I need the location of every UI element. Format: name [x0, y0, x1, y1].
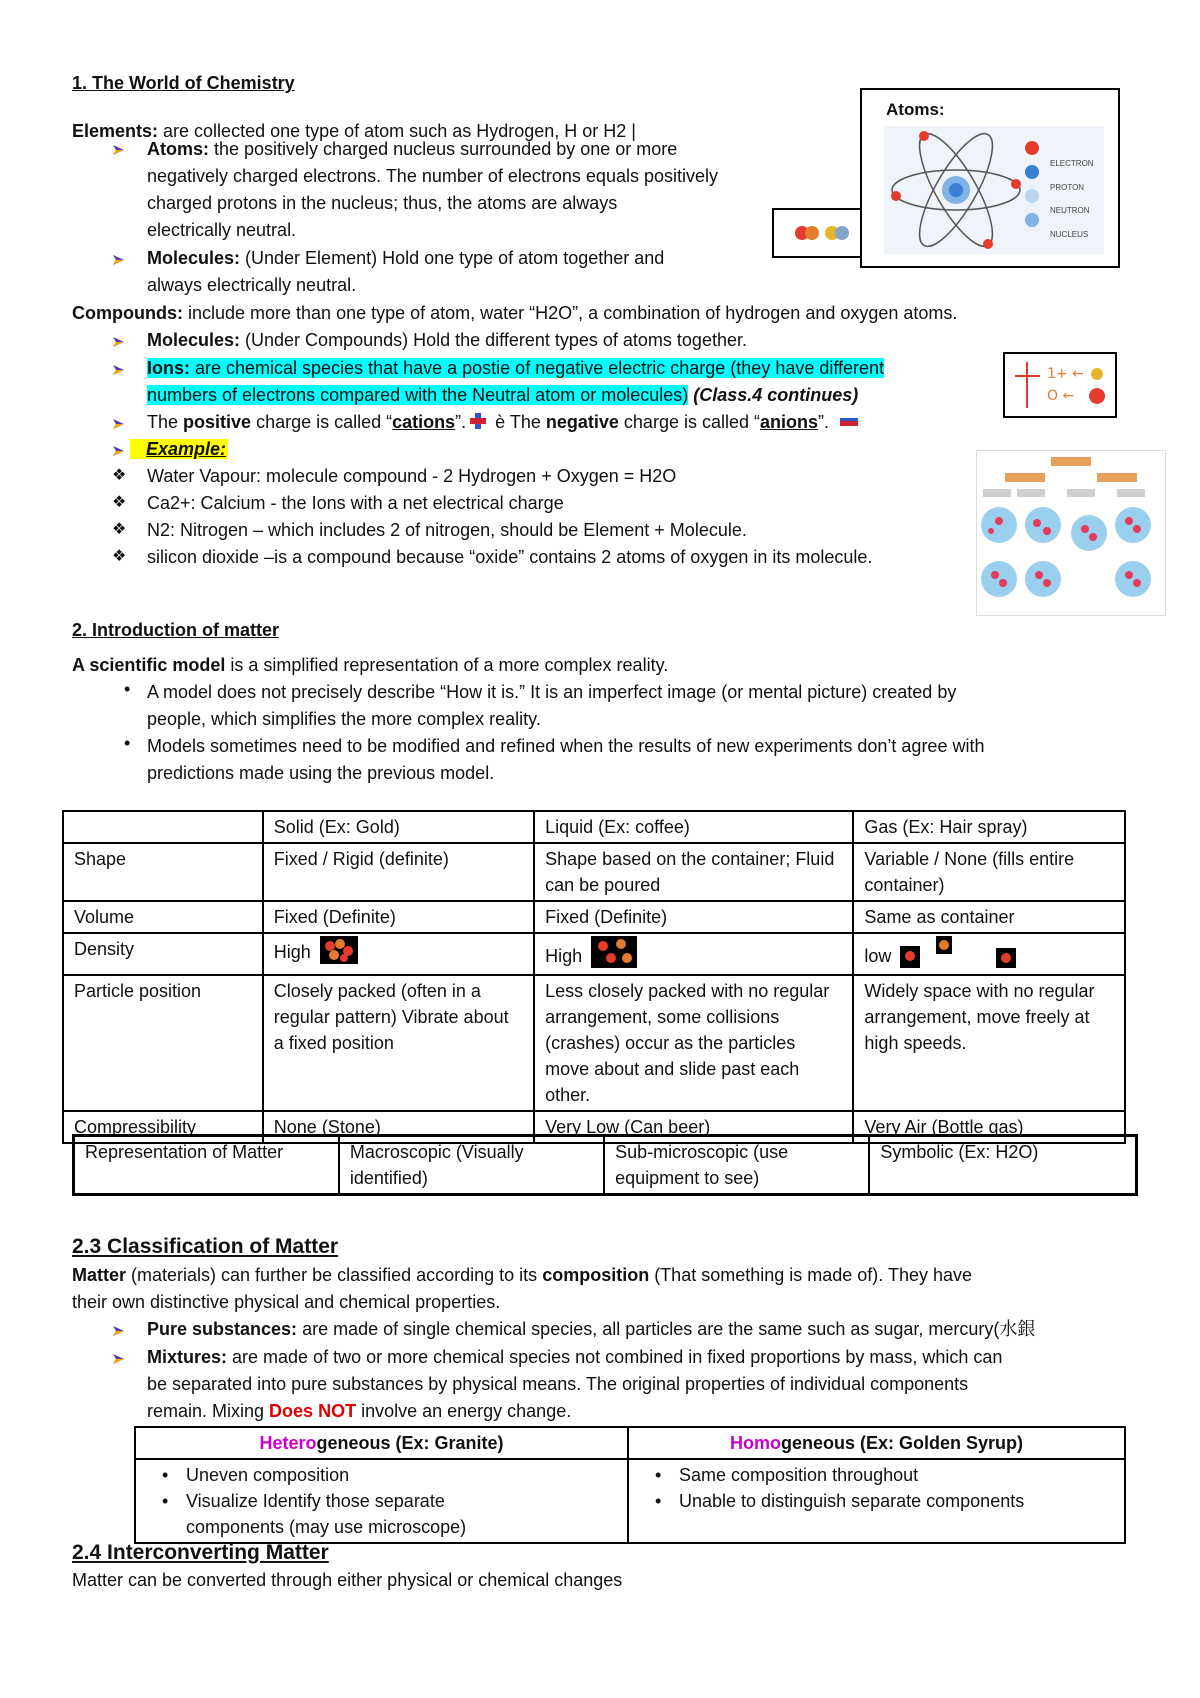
homogeneous-cell: • Same composition throughout • Unable to distinguish separate components: [628, 1459, 1125, 1543]
compounds-line: Compounds: include more than one type of atom, water “H2O”, a combination of hydrogen and oxygen atoms.: [72, 303, 958, 323]
table-cell: Same as container: [853, 901, 1125, 933]
legend-proton: PROTON: [1050, 182, 1085, 192]
atom-pair-image: [772, 208, 864, 258]
classification-line-2: their own distinctive physical and chemical properties.: [72, 1292, 501, 1312]
charge-line: The positive charge is called “cations”. è The negative charge is called “anions”.: [147, 409, 859, 435]
section-title-world-of-chemistry: 1. The World of Chemistry: [72, 73, 295, 93]
table-cell: Widely space with no regular arrangement, move freely at high speeds.: [853, 975, 1125, 1111]
table-row: [135, 1427, 1125, 1459]
atoms-line-4: electrically neutral.: [147, 220, 297, 240]
homogeneous-header: Homogeneous (Ex: Golden Syrup): [628, 1427, 1125, 1459]
table-cell: [853, 933, 1125, 975]
atoms-line-1: Atoms: the positively charged nucleus surrounded by one or more: [147, 139, 678, 159]
ions-line-2: numbers of electrons compared with the Neutral atom or molecules) (Class.4 continues): [147, 385, 859, 405]
table-cell: Very Air (Bottle gas): [853, 1111, 1125, 1143]
section-title-classification-of-matter: 2.3 Classification of Matter: [72, 1235, 339, 1258]
diamond-bullet-icon: ❖: [112, 548, 127, 565]
solid-particles-icon: [320, 936, 358, 964]
example-label: Example:: [130, 436, 228, 462]
heterogeneous-cell: • Uneven composition • Visualize Identify those separate components (may use microscope): [135, 1459, 628, 1543]
table-cell: Representation of Matter: [74, 1136, 339, 1195]
model-bullet-1-line-1: A model does not precisely describe “How it is.” It is an imperfect image (or mental picture) created by: [147, 682, 957, 702]
section-title-introduction-of-matter: 2. Introduction of matter: [72, 620, 279, 640]
heterogeneous-header: Heterogeneous (Ex: Granite): [135, 1427, 628, 1459]
bullet-arrow-icon: [112, 362, 128, 378]
table-row: [63, 843, 1125, 901]
table-cell: Macroscopic (Visually identified): [339, 1136, 604, 1195]
table-cell: Fixed / Rigid (definite): [263, 843, 534, 901]
table-row: [135, 1459, 1125, 1543]
pure-substances-line: Pure substances: are made of single chemical species, all particles are the same such as sugar, mercury(水銀: [147, 1319, 1036, 1339]
table-header-cell: Liquid (Ex: coffee): [534, 811, 853, 843]
example-4: silicon dioxide –is a compound because “oxide” contains 2 atoms of oxygen in its molecule.: [147, 547, 873, 567]
table-cell: Particle position: [63, 975, 263, 1111]
legend-neutron: NEUTRON: [1050, 206, 1090, 215]
list-item: Visualize Identify those separate: [186, 1491, 445, 1511]
gas-particles-icon: [900, 936, 1020, 968]
table-header-cell: [63, 811, 263, 843]
table-header-cell: Solid (Ex: Gold): [263, 811, 534, 843]
table-cell: Closely packed (often in a regular pattern) Vibrate about a fixed position: [263, 975, 534, 1111]
density-solid-value: High: [273, 942, 311, 962]
mixtures-line-3: remain. Mixing Does NOT involve an energy change.: [147, 1401, 572, 1421]
table-cell: [534, 933, 853, 975]
table-row: [63, 975, 1125, 1111]
bullet-arrow-icon: [112, 1351, 128, 1367]
mixtures-line-1: Mixtures: are made of two or more chemical species not combined in fixed proportions by mass, which can: [147, 1347, 1003, 1367]
bullet-arrow-icon: [112, 252, 128, 268]
bullet-arrow-icon: [112, 334, 128, 350]
bullet-arrow-icon: [112, 142, 128, 158]
plus-icon: [468, 411, 488, 431]
mixture-types-table: [134, 1426, 1126, 1544]
elements-line: Elements: are collected one type of atom such as Hydrogen, H or H2 |: [72, 121, 636, 141]
mixtures-line-2: be separated into pure substances by physical means. The original properties of individual components: [147, 1374, 969, 1394]
table-header-cell: Gas (Ex: Hair spray): [853, 811, 1125, 843]
table-cell: Volume: [63, 901, 263, 933]
diamond-bullet-icon: ❖: [112, 494, 127, 511]
list-item: Uneven composition: [186, 1465, 350, 1485]
table-cell: Very Low (Can beer): [534, 1111, 853, 1143]
atoms-diagram: [860, 88, 1120, 268]
table-row: [63, 901, 1125, 933]
table-cell: Fixed (Definite): [263, 901, 534, 933]
molecules-element-line-1: Molecules: (Under Element) Hold one type of atom together and: [147, 248, 665, 268]
minus-icon: [839, 414, 859, 430]
model-bullet-2-line-1: Models sometimes need to be modified and refined when the results of new experiments don’t agree with: [147, 736, 985, 756]
table-cell: Shape: [63, 843, 263, 901]
table-row: [74, 1136, 1137, 1195]
table-cell: Fixed (Definite): [534, 901, 853, 933]
bullet-arrow-icon: [112, 443, 128, 459]
atoms-line-3: charged protons in the nucleus; thus, the atoms are always: [147, 193, 618, 213]
table-cell: Less closely packed with no regular arrangement, some collisions (crashes) occur as the particles move about and slide past each other.: [534, 975, 853, 1111]
states-of-matter-table: [62, 810, 1126, 1144]
legend-nucleus: NUCLEUS: [1050, 229, 1089, 239]
bullet-arrow-icon: [112, 416, 128, 432]
atoms-line-2: negatively charged electrons. The number of electrons equals positively: [147, 166, 718, 186]
table-cell: Compressibility: [63, 1111, 263, 1143]
molecules-element-line-2: always electrically neutral.: [147, 275, 357, 295]
matter-classification-image: [976, 450, 1166, 616]
representation-table: [72, 1134, 1138, 1196]
table-row: [63, 933, 1125, 975]
svg-text:O ←: O ←: [1047, 388, 1075, 404]
table-row: [63, 811, 1125, 843]
table-cell: Variable / None (fills entire container): [853, 843, 1125, 901]
diamond-bullet-icon: ❖: [112, 521, 127, 538]
bullet-arrow-icon: [112, 1323, 128, 1339]
bullet-dot-icon: •: [124, 733, 131, 753]
example-3: N2: Nitrogen – which includes 2 of nitrogen, should be Element + Molecule.: [147, 520, 747, 540]
table-cell: None (Stone): [263, 1111, 534, 1143]
table-cell: Symbolic (Ex: H2O): [869, 1136, 1136, 1195]
classification-line-1: Matter (materials) can further be classified according to its composition (That something is made of). They have: [72, 1265, 973, 1285]
atoms-diagram-title: Atoms:: [886, 100, 945, 119]
table-cell: Shape based on the container; Fluid can be poured: [534, 843, 853, 901]
section-title-interconverting-matter: 2.4 Interconverting Matter: [72, 1541, 329, 1564]
legend-electron: ELECTRON: [1050, 159, 1094, 168]
density-gas-value: low: [864, 946, 892, 966]
bullet-dot-icon: •: [124, 679, 131, 699]
svg-text:1+ ←: 1+ ←: [1047, 366, 1084, 382]
model-bullet-1-line-2: people, which simplifies the more complex reality.: [147, 709, 541, 729]
table-cell: [263, 933, 534, 975]
list-item: components (may use microscope): [186, 1517, 467, 1537]
molecules-compounds-line: Molecules: (Under Compounds) Hold the different types of atoms together.: [147, 330, 747, 350]
model-line: A scientific model is a simplified representation of a more complex reality.: [72, 655, 669, 675]
ion-sketch-image: [1003, 352, 1117, 418]
example-2: Ca2+: Calcium - the Ions with a net electrical charge: [147, 493, 564, 513]
table-cell: Sub-microscopic (use equipment to see): [604, 1136, 869, 1195]
ions-line-1: Ions: are chemical species that have a postie of negative electric charge (they have different: [147, 358, 885, 378]
list-item: Same composition throughout: [679, 1465, 919, 1485]
model-bullet-2-line-2: predictions made using the previous model.: [147, 763, 495, 783]
density-liquid-value: High: [545, 946, 583, 966]
diamond-bullet-icon: ❖: [112, 467, 127, 484]
liquid-particles-icon: [591, 936, 637, 968]
example-1: Water Vapour: molecule compound - 2 Hydrogen + Oxygen = H2O: [147, 466, 677, 486]
table-cell: Density: [63, 933, 263, 975]
list-item: Unable to distinguish separate components: [679, 1491, 1025, 1511]
interconverting-text: Matter can be converted through either physical or chemical changes: [72, 1570, 623, 1590]
